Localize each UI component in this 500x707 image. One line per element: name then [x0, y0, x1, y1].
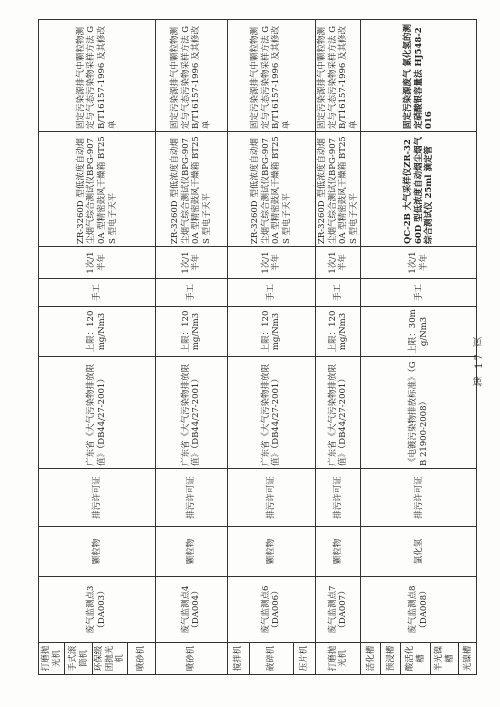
monitoring-point-cell: 废气监测点4（DA004） — [155, 577, 227, 643]
limit-cell: 上限：120mg/Nm3 — [39, 307, 156, 357]
instrument-cell: ZR-3260D 型低浓度自动烟尘烟气综合测试仪BPG-9070A 型精密鼓风干燥箱 BT25S 型电子天平 — [155, 132, 227, 247]
equipment-cell: 环保级团抛光机 — [93, 643, 128, 675]
equipment-cell: 半光镍槽 — [431, 643, 459, 675]
equipment-cell: 活化槽 — [361, 643, 381, 675]
table-row — [39, 20, 65, 675]
basis-cell: 排污许可证 — [361, 469, 477, 527]
standard-cell: 广东省《大气污染物排放限值》（DB44/27-2001） — [39, 357, 156, 469]
equipment-cell: 搅拌机 — [227, 643, 249, 675]
method-cell: 手工 — [315, 279, 361, 307]
equipment-cell: 光镍槽 — [459, 643, 477, 675]
limit-cell: 上限：120mg/Nm3 — [155, 307, 227, 357]
equipment-cell: 手式滚筒机 — [65, 643, 93, 675]
rotated-table-wrapper — [38, 20, 473, 675]
frequency-cell: 1次/1半年 — [155, 247, 227, 279]
pollutant-cell: 氯化氢 — [361, 527, 477, 577]
basis-cell: 排污许可证 — [39, 469, 156, 527]
method-cell: 手工 — [361, 279, 477, 307]
basis-cell: 排污许可证 — [315, 469, 361, 527]
standard-cell: 广东省《大气污染物排放限值》（DB44/27-2001） — [315, 357, 361, 469]
frequency-cell: 1次/1半年 — [315, 247, 361, 279]
table-row — [155, 20, 227, 675]
page-number: 第 17 页 — [474, 335, 485, 387]
limit-cell: 上限：120mg/Nm3 — [227, 307, 315, 357]
frequency-cell: 1次/1半年 — [361, 247, 477, 279]
instrument-cell: ZR-3260D 型低浓度自动烟尘烟气综合测试仪BPG-9070A 型精密鼓风干燥箱 BT25S 型电子天平 — [227, 132, 315, 247]
frequency-cell: 1次/1半年 — [227, 247, 315, 279]
pollutant-cell: 颗粒物 — [315, 527, 361, 577]
equipment-cell: 破碎机 — [249, 643, 293, 675]
analysis-method-cell: 固定污染源排气中颗粒物测定与气态污染物采样方法 GB/T16157-1996 及其修改单 — [227, 20, 315, 132]
instrument-cell: ZR-3260D 型低浓度自动烟尘烟气综合测试仪BPG-9070A 型精密鼓风干燥箱 BT25S 型电子天平 — [39, 132, 156, 247]
equipment-cell: 喷砂机 — [155, 643, 227, 675]
monitoring-point-cell: 废气监测点8（DA008） — [361, 577, 477, 643]
table-row — [315, 20, 361, 675]
table-row — [361, 20, 381, 675]
standard-cell: 广东省《大气污染物排放限值》（DB44/27-2001） — [155, 357, 227, 469]
monitoring-table — [38, 19, 477, 675]
basis-cell: 排污许可证 — [155, 469, 227, 527]
monitoring-point-cell: 废气监测点7（DA007） — [315, 577, 361, 643]
equipment-cell: 酸活化槽 — [401, 643, 431, 675]
monitoring-point-cell: 废气监测点3（DA003） — [39, 577, 156, 643]
table-row — [227, 20, 249, 675]
analysis-method-cell: 固定污染源排气中颗粒物测定与气态污染物采样方法 GB/T16157-1996 及其修改单 — [315, 20, 361, 132]
instrument-cell: QC-2B 大气采样仪ZR-3260D 型低浓度自动烟尘烟气综合测试仪 25ml 滴定管 — [361, 132, 477, 247]
pollutant-cell: 颗粒物 — [155, 527, 227, 577]
method-cell: 手工 — [155, 279, 227, 307]
equipment-cell: 预浸槽 — [381, 643, 401, 675]
pollutant-cell: 颗粒物 — [39, 527, 156, 577]
method-cell: 手工 — [39, 279, 156, 307]
monitoring-point-cell: 废气监测点6（DA006） — [227, 577, 315, 643]
pollutant-cell: 颗粒物 — [227, 527, 315, 577]
limit-cell: 上限：30mg/Nm3 — [361, 307, 477, 357]
analysis-method-cell: 固定污染源排气中颗粒物测定与气态污染物采样方法 GB/T16157-1996 及其修改单 — [155, 20, 227, 132]
limit-cell: 上限：120mg/Nm3 — [315, 307, 361, 357]
equipment-cell: 打磨抛光机 — [315, 643, 361, 675]
equipment-cell: 压片机 — [293, 643, 315, 675]
method-cell: 手工 — [227, 279, 315, 307]
analysis-method-cell: 固定污染源废气 氯化氢的测定硝酸银容量法 HJ548-2016 — [361, 20, 477, 132]
equipment-cell: 喷砂机 — [127, 643, 155, 675]
basis-cell: 排污许可证 — [227, 469, 315, 527]
instrument-cell: ZR-3260D 型低浓度自动烟尘烟气综合测试仪BPG-9070A 型精密鼓风干燥箱 BT25S 型电子天平 — [315, 132, 361, 247]
standard-cell: 《电镀污染物排放标准》（GB 21900-2008） — [361, 357, 477, 469]
analysis-method-cell: 固定污染源排气中颗粒物测定与气态污染物采样方法 GB/T16157-1996 及其修改单 — [39, 20, 156, 132]
equipment-cell: 打磨抛光机 — [39, 643, 65, 675]
frequency-cell: 1次/1半年 — [39, 247, 156, 279]
standard-cell: 广东省《大气污染物排放限值》（DB44/27-2001） — [227, 357, 315, 469]
